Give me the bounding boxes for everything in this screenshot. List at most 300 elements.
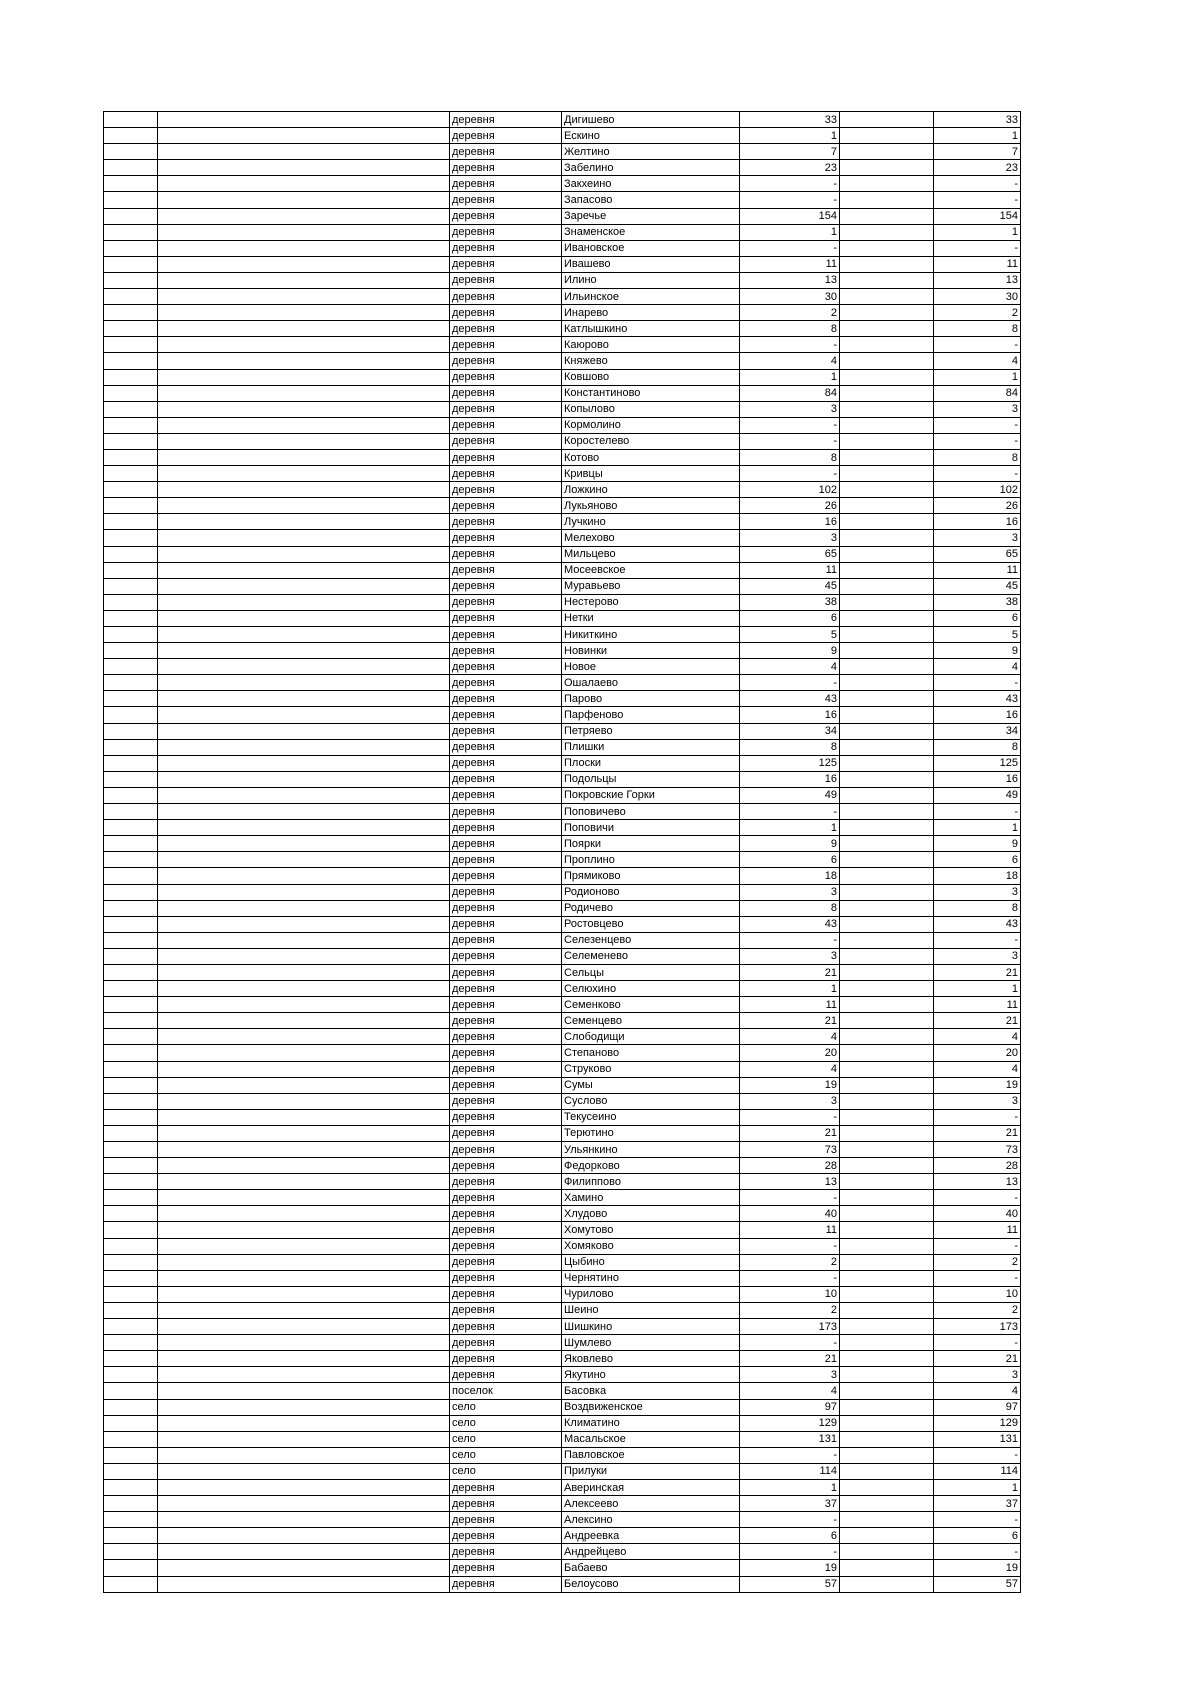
- empty-cell-b: [158, 1431, 450, 1447]
- empty-cell-c: [840, 1222, 934, 1238]
- settlement-type-cell: деревня: [450, 160, 562, 176]
- value-1-cell: 21: [740, 964, 840, 980]
- settlement-name-cell: Константиново: [562, 385, 740, 401]
- settlement-name-cell: Якутино: [562, 1367, 740, 1383]
- empty-cell-b: [158, 1254, 450, 1270]
- empty-cell-c: [840, 707, 934, 723]
- empty-cell-b: [158, 723, 450, 739]
- table-row: [104, 1431, 1021, 1447]
- empty-cell-b: [158, 932, 450, 948]
- settlement-name-cell: Степаново: [562, 1045, 740, 1061]
- value-1-cell: 34: [740, 723, 840, 739]
- value-2-cell: -: [934, 1190, 1021, 1206]
- settlement-name-cell: Прямиково: [562, 868, 740, 884]
- value-2-cell: -: [934, 675, 1021, 691]
- empty-cell-b: [158, 482, 450, 498]
- table-row: [104, 1351, 1021, 1367]
- value-1-cell: 43: [740, 691, 840, 707]
- value-2-cell: 13: [934, 1174, 1021, 1190]
- empty-cell-c: [840, 208, 934, 224]
- empty-cell-b: [158, 643, 450, 659]
- settlement-type-cell: деревня: [450, 224, 562, 240]
- empty-cell-a: [104, 1142, 158, 1158]
- settlement-name-cell: Каюрово: [562, 337, 740, 353]
- value-1-cell: 8: [740, 321, 840, 337]
- table-row: [104, 997, 1021, 1013]
- empty-cell-b: [158, 1061, 450, 1077]
- empty-cell-a: [104, 675, 158, 691]
- settlement-name-cell: Ростовцево: [562, 916, 740, 932]
- empty-cell-a: [104, 401, 158, 417]
- table-row: [104, 755, 1021, 771]
- empty-cell-c: [840, 1254, 934, 1270]
- table-row: [104, 289, 1021, 305]
- settlement-type-cell: деревня: [450, 353, 562, 369]
- empty-cell-b: [158, 771, 450, 787]
- settlement-type-cell: деревня: [450, 707, 562, 723]
- empty-cell-c: [840, 514, 934, 530]
- empty-cell-b: [158, 852, 450, 868]
- value-2-cell: 65: [934, 546, 1021, 562]
- value-1-cell: 57: [740, 1576, 840, 1592]
- value-2-cell: 3: [934, 530, 1021, 546]
- settlement-name-cell: Плишки: [562, 739, 740, 755]
- empty-cell-c: [840, 546, 934, 562]
- settlement-name-cell: Лукьяново: [562, 498, 740, 514]
- settlement-type-cell: деревня: [450, 900, 562, 916]
- value-2-cell: 57: [934, 1576, 1021, 1592]
- settlement-name-cell: Парфеново: [562, 707, 740, 723]
- value-1-cell: 2: [740, 305, 840, 321]
- empty-cell-c: [840, 1093, 934, 1109]
- value-1-cell: 1: [740, 1479, 840, 1495]
- table-row: [104, 578, 1021, 594]
- empty-cell-c: [840, 1142, 934, 1158]
- empty-cell-a: [104, 514, 158, 530]
- table-row: [104, 1399, 1021, 1415]
- settlement-name-cell: Семенцево: [562, 1013, 740, 1029]
- settlement-type-cell: село: [450, 1431, 562, 1447]
- empty-cell-c: [840, 787, 934, 803]
- empty-cell-b: [158, 659, 450, 675]
- table-row: [104, 787, 1021, 803]
- empty-cell-c: [840, 675, 934, 691]
- empty-cell-c: [840, 1463, 934, 1479]
- empty-cell-a: [104, 530, 158, 546]
- empty-cell-a: [104, 1544, 158, 1560]
- settlement-type-cell: деревня: [450, 514, 562, 530]
- value-1-cell: 13: [740, 272, 840, 288]
- settlement-type-cell: деревня: [450, 1029, 562, 1045]
- table-body: [104, 112, 1021, 1593]
- empty-cell-c: [840, 224, 934, 240]
- settlement-name-cell: Чернятино: [562, 1270, 740, 1286]
- empty-cell-c: [840, 1335, 934, 1351]
- settlement-name-cell: Слободищи: [562, 1029, 740, 1045]
- settlement-name-cell: Покровские Горки: [562, 787, 740, 803]
- settlement-name-cell: Суслово: [562, 1093, 740, 1109]
- empty-cell-b: [158, 1238, 450, 1254]
- empty-cell-c: [840, 482, 934, 498]
- settlement-name-cell: Закхеино: [562, 176, 740, 192]
- empty-cell-a: [104, 1013, 158, 1029]
- value-1-cell: 3: [740, 401, 840, 417]
- table-row: [104, 1093, 1021, 1109]
- value-1-cell: -: [740, 337, 840, 353]
- table-row: [104, 144, 1021, 160]
- table-row: [104, 1270, 1021, 1286]
- empty-cell-c: [840, 192, 934, 208]
- empty-cell-b: [158, 981, 450, 997]
- empty-cell-a: [104, 1286, 158, 1302]
- empty-cell-c: [840, 466, 934, 482]
- empty-cell-a: [104, 1238, 158, 1254]
- empty-cell-c: [840, 1190, 934, 1206]
- settlement-type-cell: деревня: [450, 723, 562, 739]
- empty-cell-c: [840, 691, 934, 707]
- value-1-cell: 28: [740, 1158, 840, 1174]
- empty-cell-c: [840, 1286, 934, 1302]
- settlement-name-cell: Инарево: [562, 305, 740, 321]
- empty-cell-b: [158, 1335, 450, 1351]
- settlement-name-cell: Хомяково: [562, 1238, 740, 1254]
- empty-cell-a: [104, 691, 158, 707]
- value-1-cell: -: [740, 675, 840, 691]
- value-2-cell: 20: [934, 1045, 1021, 1061]
- value-2-cell: 97: [934, 1399, 1021, 1415]
- value-2-cell: -: [934, 1544, 1021, 1560]
- value-2-cell: 4: [934, 1383, 1021, 1399]
- value-2-cell: 8: [934, 321, 1021, 337]
- empty-cell-a: [104, 305, 158, 321]
- settlement-type-cell: деревня: [450, 1222, 562, 1238]
- value-2-cell: -: [934, 1335, 1021, 1351]
- value-2-cell: 45: [934, 578, 1021, 594]
- empty-cell-c: [840, 981, 934, 997]
- value-2-cell: -: [934, 1270, 1021, 1286]
- table-row: [104, 1254, 1021, 1270]
- value-1-cell: 97: [740, 1399, 840, 1415]
- empty-cell-c: [840, 1109, 934, 1125]
- value-2-cell: 1: [934, 820, 1021, 836]
- settlement-type-cell: деревня: [450, 1077, 562, 1093]
- value-2-cell: 21: [934, 1013, 1021, 1029]
- settlement-type-cell: деревня: [450, 466, 562, 482]
- empty-cell-c: [840, 916, 934, 932]
- table-row: [104, 1576, 1021, 1592]
- empty-cell-c: [840, 1302, 934, 1318]
- value-1-cell: 2: [740, 1302, 840, 1318]
- empty-cell-c: [840, 643, 934, 659]
- empty-cell-c: [840, 755, 934, 771]
- empty-cell-a: [104, 771, 158, 787]
- empty-cell-a: [104, 466, 158, 482]
- settlement-type-cell: деревня: [450, 417, 562, 433]
- value-2-cell: 21: [934, 964, 1021, 980]
- value-2-cell: 1: [934, 981, 1021, 997]
- empty-cell-c: [840, 884, 934, 900]
- value-2-cell: 9: [934, 643, 1021, 659]
- empty-cell-b: [158, 144, 450, 160]
- empty-cell-a: [104, 433, 158, 449]
- value-1-cell: -: [740, 176, 840, 192]
- value-2-cell: 8: [934, 739, 1021, 755]
- settlement-name-cell: Селезенцево: [562, 932, 740, 948]
- settlement-name-cell: Терютино: [562, 1125, 740, 1141]
- value-2-cell: 1: [934, 224, 1021, 240]
- value-2-cell: 11: [934, 1222, 1021, 1238]
- empty-cell-c: [840, 723, 934, 739]
- empty-cell-b: [158, 787, 450, 803]
- table-row: [104, 836, 1021, 852]
- value-1-cell: 40: [740, 1206, 840, 1222]
- empty-cell-a: [104, 981, 158, 997]
- empty-cell-b: [158, 369, 450, 385]
- empty-cell-c: [840, 739, 934, 755]
- settlement-type-cell: деревня: [450, 659, 562, 675]
- settlement-type-cell: деревня: [450, 884, 562, 900]
- value-2-cell: 8: [934, 900, 1021, 916]
- empty-cell-a: [104, 836, 158, 852]
- settlement-name-cell: Кривцы: [562, 466, 740, 482]
- table-row: [104, 691, 1021, 707]
- table-row: [104, 771, 1021, 787]
- value-1-cell: 23: [740, 160, 840, 176]
- settlement-name-cell: Нестерово: [562, 594, 740, 610]
- empty-cell-c: [840, 932, 934, 948]
- empty-cell-c: [840, 562, 934, 578]
- value-1-cell: 6: [740, 1528, 840, 1544]
- value-2-cell: 19: [934, 1560, 1021, 1576]
- empty-cell-c: [840, 610, 934, 626]
- empty-cell-a: [104, 820, 158, 836]
- value-2-cell: 4: [934, 353, 1021, 369]
- empty-cell-b: [158, 1286, 450, 1302]
- value-2-cell: 5: [934, 627, 1021, 643]
- settlement-name-cell: Хомутово: [562, 1222, 740, 1238]
- empty-cell-b: [158, 1142, 450, 1158]
- empty-cell-b: [158, 1029, 450, 1045]
- value-2-cell: 129: [934, 1415, 1021, 1431]
- value-1-cell: 4: [740, 1061, 840, 1077]
- empty-cell-b: [158, 417, 450, 433]
- empty-cell-a: [104, 498, 158, 514]
- value-2-cell: 3: [934, 1367, 1021, 1383]
- value-1-cell: -: [740, 1447, 840, 1463]
- settlement-name-cell: Алексино: [562, 1512, 740, 1528]
- value-2-cell: -: [934, 192, 1021, 208]
- settlement-name-cell: Кормолино: [562, 417, 740, 433]
- value-1-cell: 3: [740, 1367, 840, 1383]
- empty-cell-c: [840, 1367, 934, 1383]
- empty-cell-c: [840, 804, 934, 820]
- value-1-cell: 26: [740, 498, 840, 514]
- empty-cell-b: [158, 385, 450, 401]
- value-2-cell: 21: [934, 1125, 1021, 1141]
- table-row: [104, 739, 1021, 755]
- empty-cell-a: [104, 112, 158, 128]
- empty-cell-a: [104, 627, 158, 643]
- table-row: [104, 900, 1021, 916]
- value-1-cell: 4: [740, 659, 840, 675]
- empty-cell-c: [840, 1512, 934, 1528]
- empty-cell-b: [158, 289, 450, 305]
- empty-cell-c: [840, 256, 934, 272]
- empty-cell-b: [158, 546, 450, 562]
- value-2-cell: 1: [934, 128, 1021, 144]
- settlement-type-cell: деревня: [450, 1479, 562, 1495]
- empty-cell-c: [840, 530, 934, 546]
- empty-cell-b: [158, 1496, 450, 1512]
- table-row: [104, 1158, 1021, 1174]
- empty-cell-c: [840, 997, 934, 1013]
- empty-cell-b: [158, 224, 450, 240]
- empty-cell-a: [104, 1109, 158, 1125]
- settlement-name-cell: Княжево: [562, 353, 740, 369]
- table-row: [104, 659, 1021, 675]
- settlement-name-cell: Запасово: [562, 192, 740, 208]
- settlement-type-cell: деревня: [450, 627, 562, 643]
- empty-cell-c: [840, 321, 934, 337]
- empty-cell-a: [104, 739, 158, 755]
- settlement-name-cell: Филиппово: [562, 1174, 740, 1190]
- value-2-cell: 43: [934, 916, 1021, 932]
- value-2-cell: 4: [934, 659, 1021, 675]
- settlement-type-cell: деревня: [450, 610, 562, 626]
- settlement-name-cell: Хамино: [562, 1190, 740, 1206]
- settlement-name-cell: Селеменево: [562, 948, 740, 964]
- empty-cell-c: [840, 176, 934, 192]
- empty-cell-c: [840, 1319, 934, 1335]
- value-2-cell: 3: [934, 948, 1021, 964]
- settlement-type-cell: деревня: [450, 385, 562, 401]
- settlement-type-cell: деревня: [450, 997, 562, 1013]
- value-2-cell: 4: [934, 1061, 1021, 1077]
- settlement-type-cell: деревня: [450, 1142, 562, 1158]
- table-row: [104, 498, 1021, 514]
- value-1-cell: 11: [740, 256, 840, 272]
- settlement-type-cell: деревня: [450, 1302, 562, 1318]
- settlement-type-cell: деревня: [450, 1319, 562, 1335]
- empty-cell-c: [840, 1238, 934, 1254]
- value-1-cell: 11: [740, 562, 840, 578]
- value-2-cell: 38: [934, 594, 1021, 610]
- settlement-name-cell: Поповичево: [562, 804, 740, 820]
- empty-cell-b: [158, 948, 450, 964]
- value-1-cell: 7: [740, 144, 840, 160]
- empty-cell-a: [104, 1367, 158, 1383]
- settlement-name-cell: Селюхино: [562, 981, 740, 997]
- settlement-name-cell: Павловское: [562, 1447, 740, 1463]
- table-row: [104, 1560, 1021, 1576]
- empty-cell-b: [158, 353, 450, 369]
- settlement-type-cell: деревня: [450, 1560, 562, 1576]
- value-1-cell: 16: [740, 707, 840, 723]
- empty-cell-c: [840, 1029, 934, 1045]
- empty-cell-b: [158, 1319, 450, 1335]
- empty-cell-a: [104, 610, 158, 626]
- settlement-name-cell: Дигишево: [562, 112, 740, 128]
- settlement-name-cell: Мосеевское: [562, 562, 740, 578]
- settlement-name-cell: Ескино: [562, 128, 740, 144]
- value-2-cell: 10: [934, 1286, 1021, 1302]
- value-1-cell: 3: [740, 884, 840, 900]
- table-row: [104, 546, 1021, 562]
- value-2-cell: 7: [934, 144, 1021, 160]
- empty-cell-b: [158, 1528, 450, 1544]
- settlement-type-cell: деревня: [450, 804, 562, 820]
- table-row: [104, 627, 1021, 643]
- value-2-cell: 30: [934, 289, 1021, 305]
- value-2-cell: -: [934, 240, 1021, 256]
- empty-cell-b: [158, 1367, 450, 1383]
- value-1-cell: 30: [740, 289, 840, 305]
- settlement-type-cell: деревня: [450, 836, 562, 852]
- settlement-type-cell: деревня: [450, 192, 562, 208]
- settlement-type-cell: деревня: [450, 321, 562, 337]
- settlement-name-cell: Родичево: [562, 900, 740, 916]
- settlement-type-cell: деревня: [450, 1528, 562, 1544]
- table-row: [104, 562, 1021, 578]
- settlement-name-cell: Родионово: [562, 884, 740, 900]
- settlement-name-cell: Шеино: [562, 1302, 740, 1318]
- settlement-name-cell: Шумлево: [562, 1335, 740, 1351]
- settlement-type-cell: деревня: [450, 1335, 562, 1351]
- settlement-type-cell: деревня: [450, 1125, 562, 1141]
- table-row: [104, 1174, 1021, 1190]
- settlement-name-cell: Мелехово: [562, 530, 740, 546]
- value-2-cell: -: [934, 417, 1021, 433]
- settlement-type-cell: деревня: [450, 1238, 562, 1254]
- empty-cell-a: [104, 482, 158, 498]
- settlement-type-cell: деревня: [450, 498, 562, 514]
- value-1-cell: 8: [740, 449, 840, 465]
- table-row: [104, 884, 1021, 900]
- value-1-cell: 129: [740, 1415, 840, 1431]
- value-1-cell: 4: [740, 353, 840, 369]
- empty-cell-b: [158, 627, 450, 643]
- value-1-cell: 1: [740, 369, 840, 385]
- settlement-type-cell: деревня: [450, 530, 562, 546]
- empty-cell-a: [104, 1463, 158, 1479]
- settlement-type-cell: деревня: [450, 1544, 562, 1560]
- empty-cell-b: [158, 1479, 450, 1495]
- settlement-type-cell: деревня: [450, 369, 562, 385]
- value-1-cell: 38: [740, 594, 840, 610]
- settlement-type-cell: деревня: [450, 643, 562, 659]
- empty-cell-b: [158, 176, 450, 192]
- table-row: [104, 1383, 1021, 1399]
- value-2-cell: 21: [934, 1351, 1021, 1367]
- empty-cell-c: [840, 1415, 934, 1431]
- settlement-type-cell: деревня: [450, 305, 562, 321]
- empty-cell-a: [104, 321, 158, 337]
- empty-cell-b: [158, 530, 450, 546]
- empty-cell-a: [104, 208, 158, 224]
- empty-cell-a: [104, 1125, 158, 1141]
- empty-cell-a: [104, 1254, 158, 1270]
- value-2-cell: 8: [934, 449, 1021, 465]
- table-row: [104, 128, 1021, 144]
- settlement-type-cell: деревня: [450, 433, 562, 449]
- settlement-type-cell: деревня: [450, 1158, 562, 1174]
- value-2-cell: 18: [934, 868, 1021, 884]
- settlement-name-cell: Ошалаево: [562, 675, 740, 691]
- settlement-type-cell: деревня: [450, 1512, 562, 1528]
- table-row: [104, 1142, 1021, 1158]
- settlement-name-cell: Желтино: [562, 144, 740, 160]
- empty-cell-b: [158, 1270, 450, 1286]
